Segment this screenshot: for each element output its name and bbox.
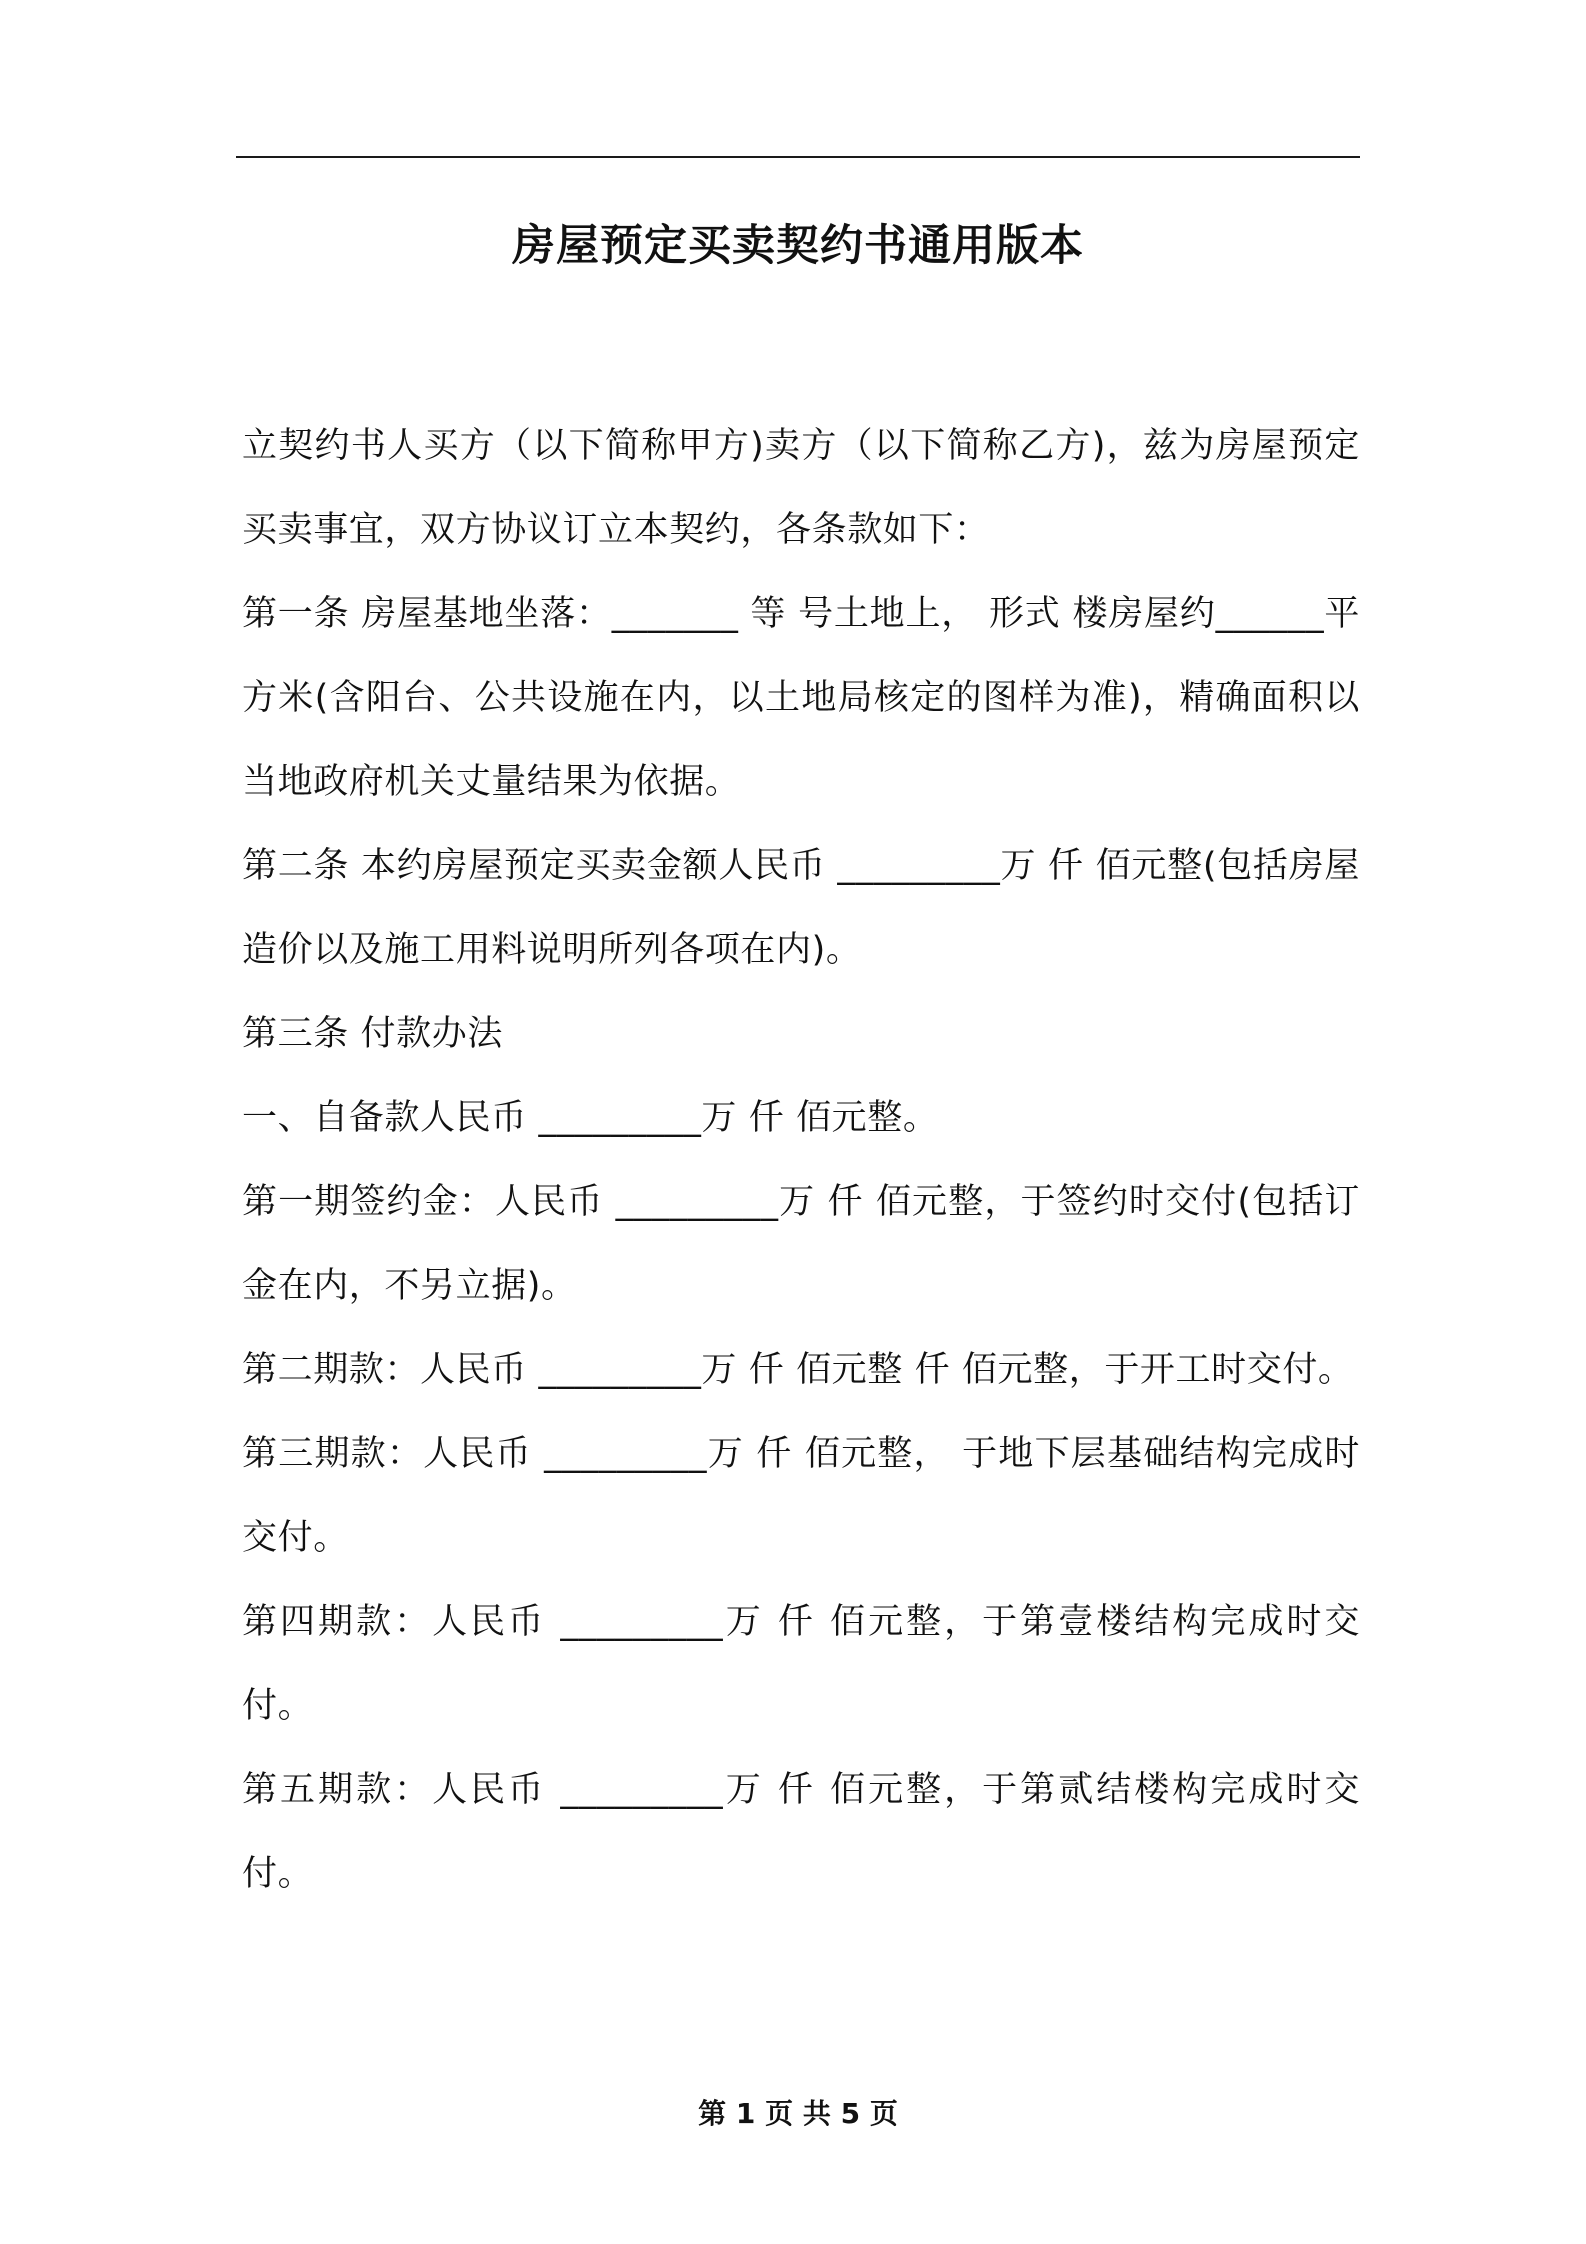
- paragraph-self-funded: 一、自备款人民币 _________万 仟 佰元整。: [242, 1098, 939, 1138]
- paragraph-article-1: 第一条 房屋基地坐落：_______ 等 号土地上， 形式 楼房屋约______平方米(含阳台、公共设施在内，以土地局核定的图样为准)，精确面积以当地政府机关丈量结果为依据。: [242, 594, 1360, 802]
- paragraph-installment-5: 第五期款：人民币 _________万 仟 佰元整，于第贰结楼构完成时交付。: [242, 1770, 1360, 1894]
- document-body: [242, 404, 1360, 1916]
- paragraph-installment-4: 第四期款：人民币 _________万 仟 佰元整，于第壹楼结构完成时交付。: [242, 1602, 1360, 1726]
- page-number: 第 1 页 共 5 页: [698, 2097, 898, 2130]
- paragraph-installment-3: 第三期款：人民币 _________万 仟 佰元整， 于地下层基础结构完成时交付。: [242, 1434, 1360, 1558]
- paragraph-installment-2: 第二期款：人民币 _________万 仟 佰元整 仟 佰元整，于开工时交付。: [242, 1350, 1354, 1390]
- paragraph-preamble: 立契约书人买方（以下简称甲方)卖方（以下简称乙方)，兹为房屋预定买卖事宜，双方协议订立本契约，各条款如下：: [242, 426, 1360, 550]
- document-title: 房屋预定买卖契约书通用版本: [512, 221, 1084, 271]
- paragraph-article-3-heading: 第三条 付款办法: [242, 1014, 503, 1054]
- paragraph-article-2: 第二条 本约房屋预定买卖金额人民币 _________万 仟 佰元整(包括房屋造价以及施工用料说明所列各项在内)。: [242, 846, 1360, 970]
- paragraph-installment-1: 第一期签约金：人民币 _________万 仟 佰元整，于签约时交付(包括订金在内，不另立据)。: [242, 1182, 1360, 1306]
- header-rule: [236, 156, 1360, 158]
